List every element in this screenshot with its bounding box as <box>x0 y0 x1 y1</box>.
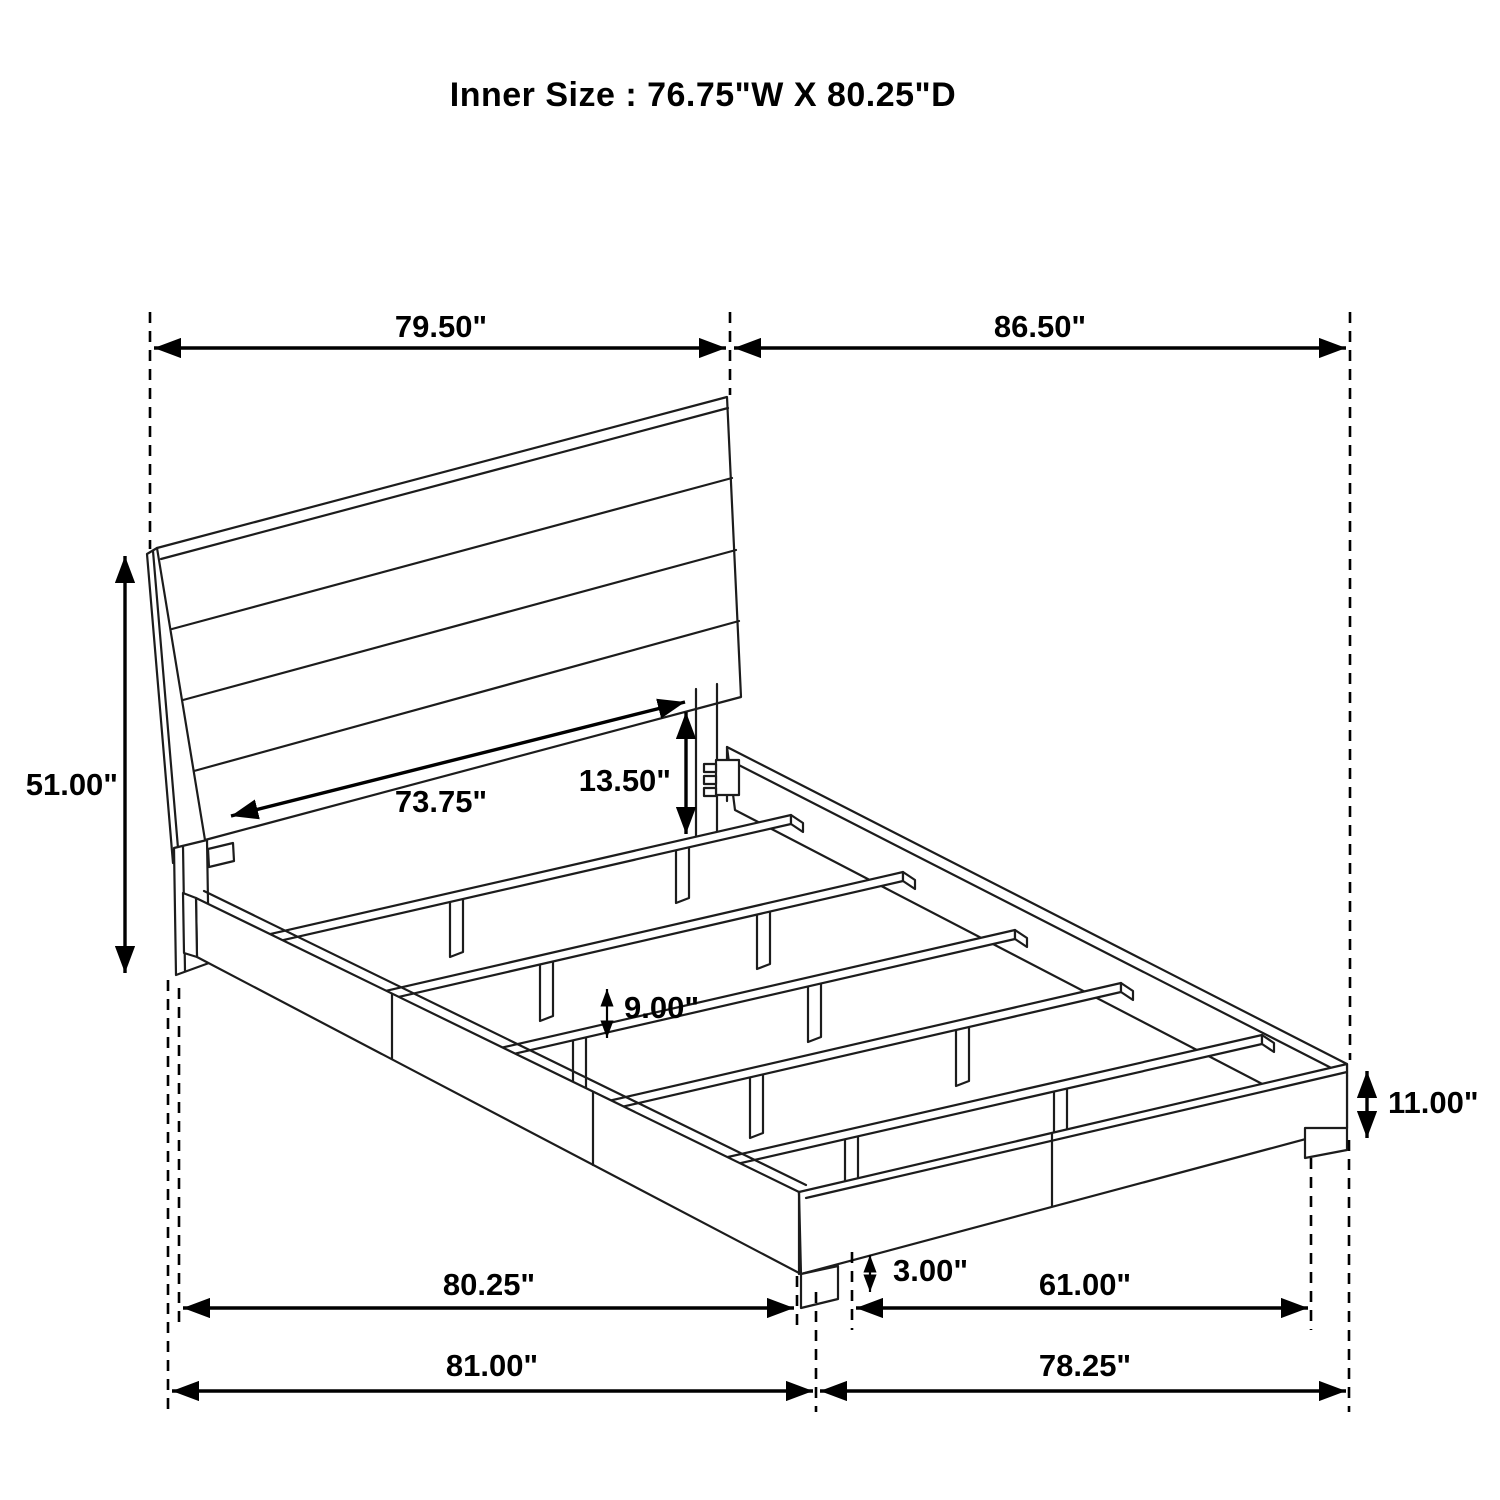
dimension-label: 9.00" <box>624 990 700 1025</box>
dimension-label: 13.50" <box>578 763 671 798</box>
dimension-label: 51.00" <box>25 767 118 802</box>
dimension-overall-width <box>172 1348 813 1391</box>
dimension-label: 11.00" <box>1388 1085 1479 1120</box>
dimension-label: 86.50" <box>993 309 1087 344</box>
dimension-label: 80.25" <box>442 1267 536 1302</box>
foot-leg <box>1305 1128 1347 1158</box>
dimension-label: 61.00" <box>1038 1267 1132 1302</box>
foot-leg <box>801 1266 838 1308</box>
dimension-label: 78.25" <box>1038 1348 1132 1383</box>
dimension-headboard-height <box>26 556 125 973</box>
dimension-label: 3.00" <box>893 1253 969 1288</box>
diagram-title: Inner Size : 76.75"W X 80.25"D <box>449 76 957 114</box>
dimension-overall-depth <box>820 1348 1346 1391</box>
dimension-base-width <box>183 1267 794 1308</box>
bed-drawing <box>147 397 1347 1308</box>
dimension-label: 79.50" <box>394 309 488 344</box>
dimension-side-rail-length <box>734 309 1346 348</box>
dimension-headboard-width <box>154 309 726 348</box>
headboard <box>147 397 741 975</box>
dimension-foot-leg-height <box>870 1253 968 1292</box>
rail-bracket <box>716 760 739 795</box>
dimension-rail-height <box>1367 1071 1479 1138</box>
dimension-slat-leg-height <box>607 989 699 1038</box>
dimension-label: 81.00" <box>445 1348 539 1383</box>
dimension-label: 73.75" <box>394 784 488 819</box>
